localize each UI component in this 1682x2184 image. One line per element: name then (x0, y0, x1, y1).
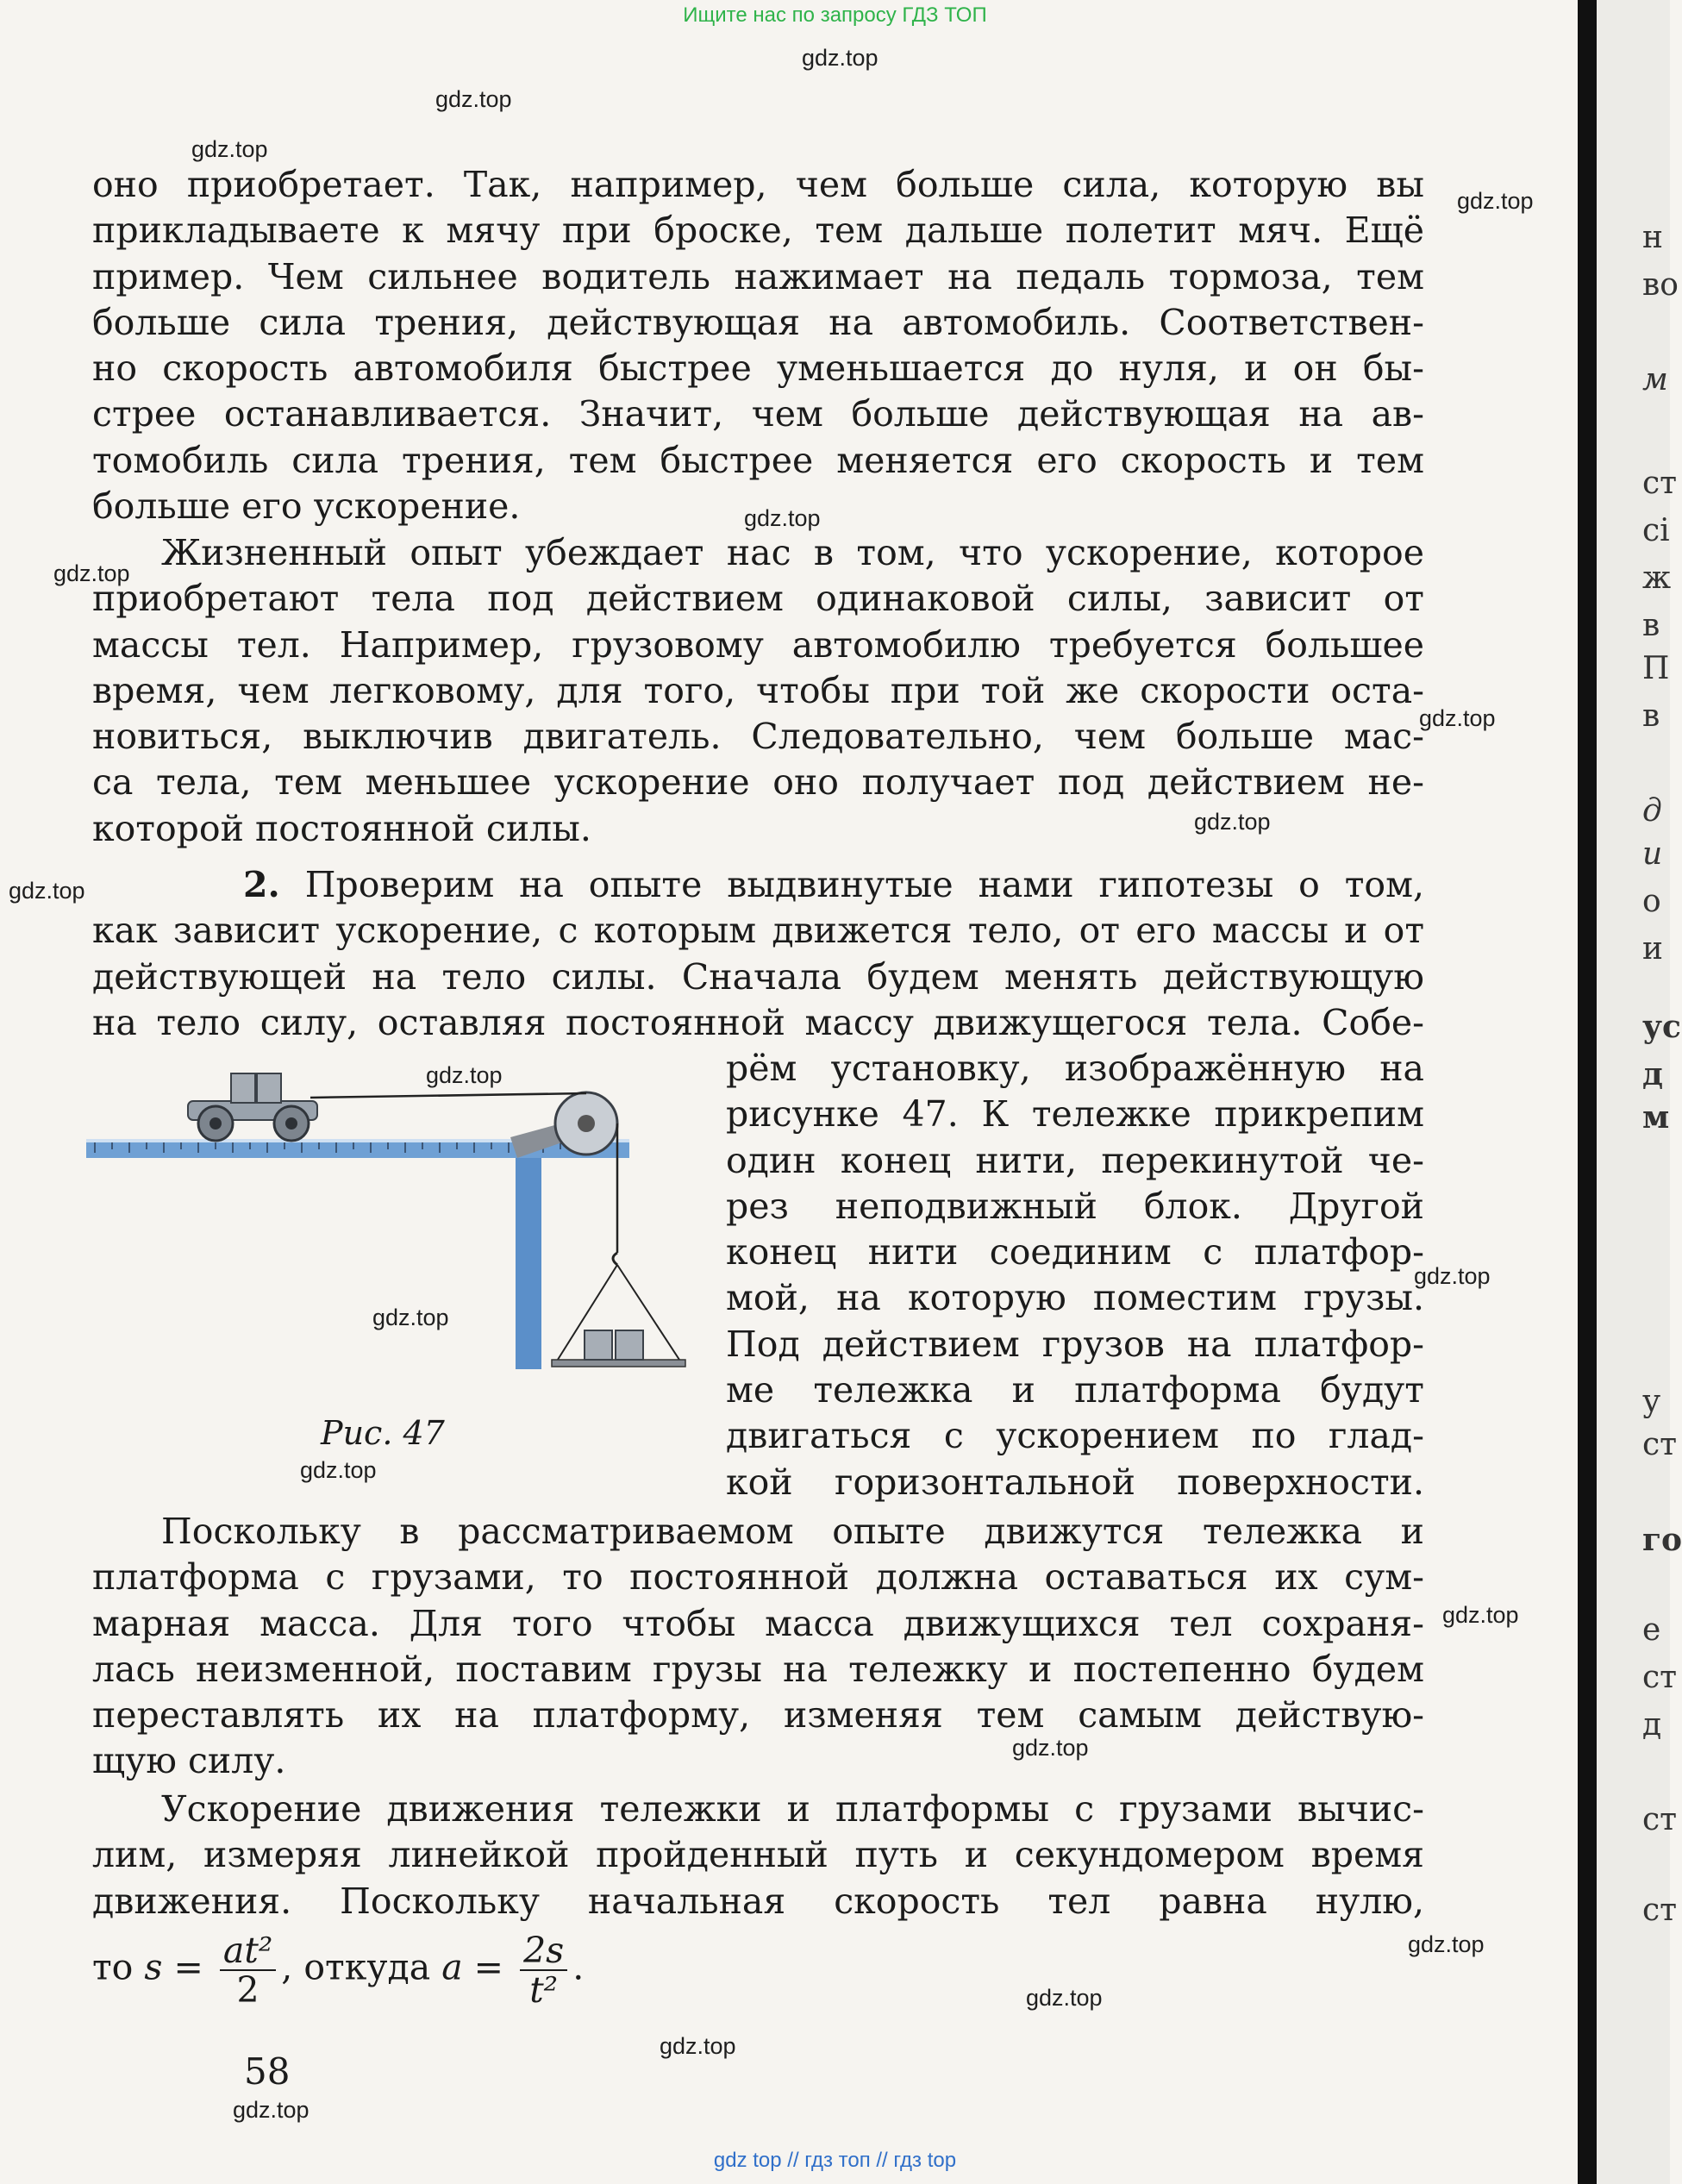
text-line: двигаться с ускорением по глад- (726, 1415, 1424, 1457)
fraction-s (220, 1931, 276, 2009)
text-line: время, чем легковому, для того, чтобы при той же скорости оста- (92, 669, 1424, 711)
formula-end: . (572, 1946, 585, 1988)
text-line: рисунке 47. К тележке прикрепим (726, 1093, 1424, 1136)
text-line: лась неизменной, поставим грузы на тележку и постепенно будем (92, 1648, 1424, 1690)
watermark: gdz.top (1194, 809, 1271, 835)
text-line: лим, измеряя линейкой пройденный путь и секундомером время (92, 1834, 1424, 1876)
text-line: марная масса. Для того чтобы масса движущихся тел сохраня- (92, 1602, 1424, 1644)
platform-weight (585, 1330, 612, 1360)
numerator: at² (220, 1931, 276, 1971)
watermark: gdz.top (1457, 188, 1534, 214)
text-line: Ускорение движения тележки и платформы с грузами вычис- (161, 1788, 1424, 1830)
watermark: gdz.top (1442, 1602, 1519, 1628)
watermark: gdz.top (1414, 1263, 1491, 1289)
watermark: gdz.top (53, 560, 130, 586)
edge-letter: ст (1642, 466, 1678, 501)
watermark: gdz.top (426, 1062, 503, 1088)
paragraph-4 (92, 1509, 1424, 1785)
watermark: gdz.top (191, 136, 268, 162)
edge-letter: у (1642, 1384, 1661, 1419)
edge-letter: ус (1642, 1009, 1681, 1045)
fraction-a (520, 1931, 567, 2009)
platform-weight (616, 1330, 643, 1360)
string (310, 1093, 586, 1098)
paragraph-3-side (726, 1046, 1424, 1505)
edge-letter: н (1642, 220, 1663, 255)
paragraph-1 (92, 162, 1424, 529)
denominator: t² (529, 1969, 559, 2011)
text-line: которой постоянной силы. (92, 807, 591, 849)
text-line: массы тел. Например, грузовому автомобилю требуется большее (92, 623, 1424, 666)
edge-letter: е (1642, 1612, 1661, 1648)
figure-47-cart-setup (86, 1056, 707, 1384)
text-line: Поскольку в рассматриваемом опыте движутся тележка и (161, 1511, 1424, 1552)
watermark: gdz.top (372, 1305, 449, 1330)
text-line: новиться, выключив двигатель. Следовательно, чем больше мас- (92, 716, 1424, 758)
text-line: движения. Поскольку начальная скорость тел равна нулю, (92, 1880, 1424, 1922)
edge-letter: ст (1642, 1802, 1678, 1837)
watermark: gdz.top (744, 505, 821, 531)
hook (613, 1253, 617, 1265)
formula (92, 1931, 584, 2009)
weight (231, 1073, 255, 1103)
page-number: 58 (244, 2050, 291, 2093)
text-line: Жизненный опыт убеждает нас в том, что ускорение, которое (161, 532, 1424, 573)
text-line: са тела, тем меньшее ускорение оно получает под действием не- (92, 761, 1424, 804)
watermark: gdz.top (9, 878, 85, 904)
formula-mid: , откуда (281, 1946, 431, 1988)
edge-letter: д (1642, 793, 1662, 829)
text-line: один конец нити, перекинутой че- (726, 1139, 1424, 1181)
edge-letter: ст (1642, 1660, 1678, 1695)
formula-prefix: то (92, 1946, 134, 1988)
paragraph-3 (92, 862, 1424, 1046)
footer-links[interactable]: gdz top // гдз топ // гдз top (713, 2149, 957, 2172)
platform (552, 1360, 685, 1367)
text-line: оно приобретает. Так, например, чем больше сила, которую вы (92, 164, 1424, 205)
text-line: Под действием грузов на платфор- (726, 1323, 1424, 1365)
text-line: больше сила трения, действующая на автомобиль. Соответствен- (92, 301, 1424, 343)
edge-letter: ст (1642, 1893, 1678, 1928)
text-line: но скорость автомобиля быстрее уменьшается до нуля, и он бы- (92, 347, 1424, 390)
text-line: платформа с грузами, то постоянной должна оставаться их сум- (92, 1556, 1424, 1599)
text-line: прикладываете к мячу при броске, тем дальше полетит мяч. Ещё (92, 210, 1424, 252)
watermark: gdz.top (1408, 1931, 1485, 1957)
section-number: 2. (243, 864, 280, 905)
text-line: приобретают тела под действием одинаковой силы, зависит от (92, 578, 1424, 620)
text-line: действующей на тело силы. Сначала будем менять действующую (92, 955, 1424, 998)
text-line: рез неподвижный блок. Другой (726, 1185, 1424, 1227)
edge-letter: ж (1642, 560, 1672, 596)
edge-letter: П (1642, 651, 1670, 686)
edge-letter: и (1642, 836, 1663, 872)
edge-letter: ст (1642, 1427, 1678, 1462)
figure-caption: Рис. 47 (321, 1414, 445, 1452)
watermark: gdz.top (1012, 1735, 1089, 1761)
book-spine (1578, 0, 1597, 2184)
weight (257, 1073, 281, 1103)
text-line: на тело силу, оставляя постоянной массу движущегося тела. Собе- (92, 1001, 1424, 1043)
text-line: стрее останавливается. Значит, чем больше действующая на ав- (92, 393, 1424, 435)
text-line: ме тележка и платформа будут (726, 1369, 1424, 1411)
watermark: gdz.top (435, 86, 512, 112)
text-line (92, 862, 1424, 908)
watermark: gdz.top (300, 1457, 377, 1483)
text-line: рём установку, изображённую на (726, 1048, 1424, 1089)
search-banner[interactable]: Ищите нас по запросу ГДЗ ТОП (683, 3, 987, 27)
text-line: конец нити соединим с платфор- (726, 1231, 1424, 1273)
numerator: 2s (520, 1931, 567, 1971)
text-line: кой горизонтальной поверхности. (726, 1461, 1424, 1503)
edge-letter: го (1642, 1522, 1682, 1558)
edge-letter: в (1642, 698, 1660, 734)
edge-letter: м (1642, 1099, 1670, 1136)
text-line: щую силу. (92, 1740, 286, 1782)
text-line: томобиль сила трения, тем быстрее меняется его скорость и тем (92, 439, 1424, 481)
text-line: как зависит ускорение, с которым движется тело, от его массы и от (92, 910, 1424, 952)
watermark: gdz.top (660, 2033, 736, 2059)
paragraph-5 (92, 1787, 1424, 1924)
table-leg (516, 1158, 541, 1369)
edge-letter: о (1642, 884, 1661, 919)
denominator: 2 (236, 1969, 259, 2011)
edge-letter: д (1642, 1056, 1663, 1092)
text-line: больше его ускорение. (92, 485, 521, 528)
text-span: Проверим на опыте выдвинутые нами гипотезы о том, (304, 864, 1424, 905)
formula-s: s = (144, 1946, 203, 1988)
text-line: мой, на которую поместим грузы. (726, 1277, 1424, 1319)
edge-letter: д (1642, 1707, 1662, 1743)
watermark: gdz.top (1026, 1985, 1103, 2011)
edge-letter: во (1642, 267, 1679, 303)
watermark: gdz.top (802, 45, 879, 71)
edge-letter: в (1642, 608, 1660, 643)
text-line: переставлять их на платформу, изменяя тем самым действую- (92, 1694, 1424, 1737)
edge-letter: сі (1642, 513, 1670, 548)
text-line: пример. Чем сильнее водитель нажимает на педаль тормоза, тем (92, 255, 1424, 297)
watermark: gdz.top (233, 2097, 310, 2123)
edge-letter: и (1642, 931, 1663, 967)
watermark: gdz.top (1419, 705, 1496, 731)
edge-letter: м (1642, 362, 1668, 397)
paragraph-2 (92, 530, 1424, 852)
formula-a: a = (441, 1946, 504, 1988)
